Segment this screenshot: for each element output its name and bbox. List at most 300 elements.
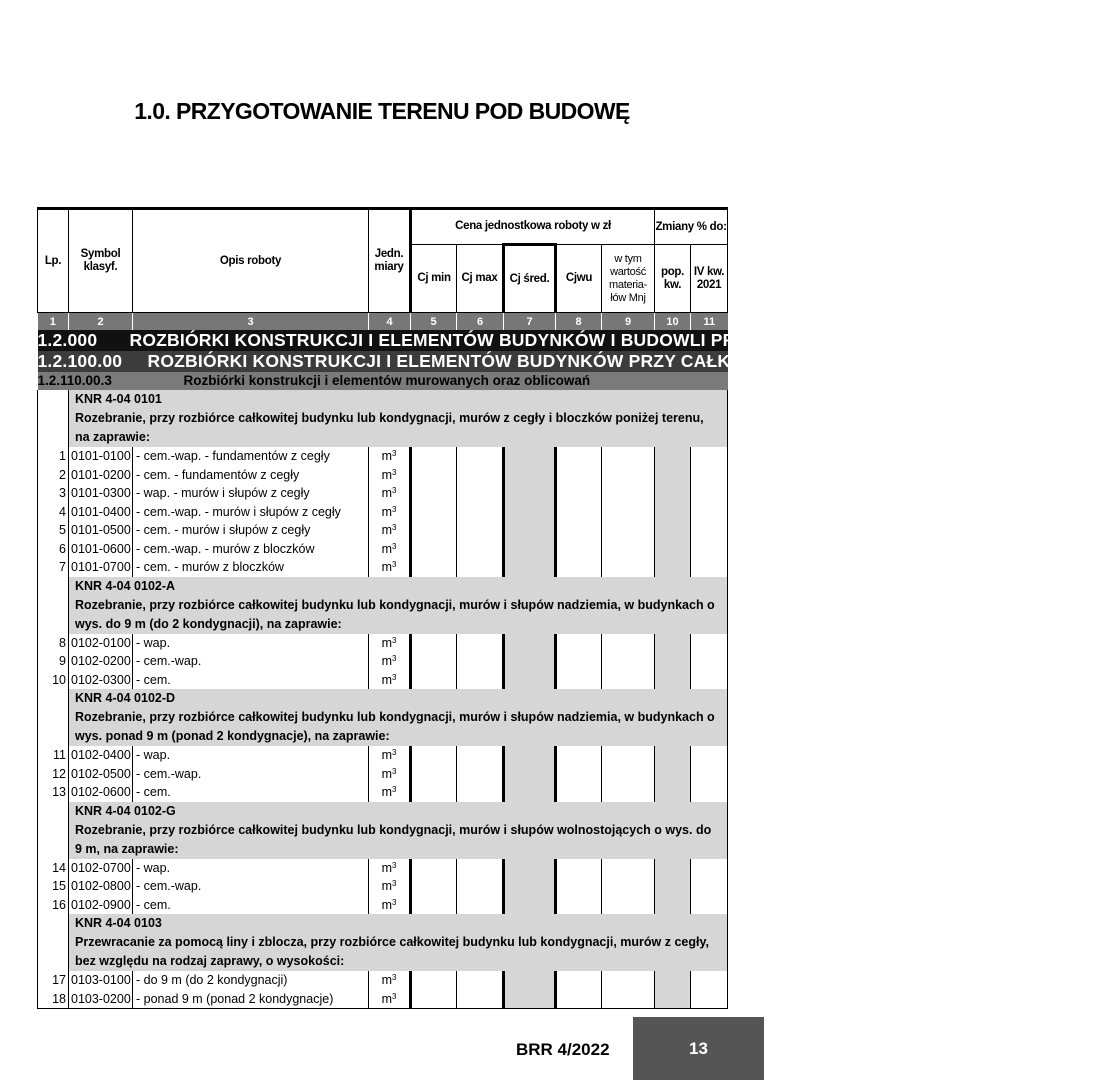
table-row [38, 447, 728, 466]
knr-code: KNR 4-04 0102-D [75, 691, 176, 705]
item-symbol: 0103-0200 [69, 990, 133, 1009]
column-number: 9 [602, 313, 655, 331]
item-unit [369, 521, 411, 540]
column-number: 2 [69, 313, 133, 331]
price-cell [691, 877, 728, 896]
item-lp: 13 [38, 783, 69, 802]
item-symbol: 0102-0400 [69, 746, 133, 765]
price-cell [504, 877, 556, 896]
unit-base: m [381, 973, 392, 988]
item-description: - ponad 9 m (ponad 2 kondygnacje) [133, 990, 369, 1009]
knr-description-cell [69, 914, 728, 971]
header-zmiany: Zmiany % do: [655, 209, 728, 245]
unit-exponent: 3 [391, 991, 397, 1001]
item-description: - cem. [133, 783, 369, 802]
knr-group-row [38, 914, 728, 971]
price-cell [556, 877, 602, 896]
item-unit [369, 671, 411, 690]
table-row [38, 558, 728, 577]
item-description: - cem. [133, 671, 369, 690]
section-title: Rozbiórki konstrukcji i elementów murowanych oraz oblicowań [183, 373, 591, 388]
price-cell [411, 671, 457, 690]
unit-exponent: 3 [391, 766, 397, 776]
knr-group-row [38, 689, 728, 746]
item-symbol: 0101-0200 [69, 466, 133, 485]
header-iv-kw: IV kw. 2021 [691, 245, 728, 313]
price-cell [411, 859, 457, 878]
price-cell [504, 859, 556, 878]
item-symbol: 0102-0900 [69, 896, 133, 915]
column-number: 10 [655, 313, 691, 331]
unit-base: m [381, 523, 392, 538]
table-row [38, 634, 728, 653]
item-description: - cem.-wap. [133, 877, 369, 896]
price-cell [504, 746, 556, 765]
price-cell [457, 652, 504, 671]
price-cell [457, 990, 504, 1009]
item-description: - cem.-wap. - murów i słupów z cegły [133, 503, 369, 522]
item-symbol: 0102-0100 [69, 634, 133, 653]
knr-description-cell [69, 577, 728, 634]
price-cell [556, 634, 602, 653]
column-number: 5 [411, 313, 457, 331]
price-cell [504, 466, 556, 485]
price-cell [602, 558, 655, 577]
item-lp: 9 [38, 652, 69, 671]
item-symbol: 0101-0300 [69, 484, 133, 503]
price-cell [411, 634, 457, 653]
table-row [38, 652, 728, 671]
price-cell [504, 671, 556, 690]
header-cjwu: Cjwu [556, 245, 602, 313]
header-opis: Opis roboty [133, 209, 369, 313]
table-row [38, 859, 728, 878]
price-cell [655, 783, 691, 802]
price-cell [556, 540, 602, 559]
table-row [38, 503, 728, 522]
item-description: - cem. [133, 896, 369, 915]
price-cell [556, 783, 602, 802]
column-number: 4 [369, 313, 411, 331]
section-title: ROZBIÓRKI KONSTRUKCJI I ELEMENTÓW BUDYNKÓW PRZY CAŁKOWITEJ ROZBIÓRCE OBIEKTÓW [147, 351, 1014, 371]
unit-base: m [381, 486, 392, 501]
knr-description: Przewracanie za pomocą liny i zblocza, przy rozbiórce całkowitej budynku lub kondygnacji, murów z cegły, bez względu na rodzaj zaprawy, o wysokości: [75, 935, 709, 968]
price-cell [691, 896, 728, 915]
header-symbol: Symbol klasyf. [69, 209, 133, 313]
item-symbol: 0102-0500 [69, 765, 133, 784]
price-cell [556, 990, 602, 1009]
item-description: - wap. - murów i słupów z cegły [133, 484, 369, 503]
header-pop-kw: pop. kw. [655, 245, 691, 313]
item-unit [369, 746, 411, 765]
unit-exponent: 3 [391, 672, 397, 682]
price-cell [655, 521, 691, 540]
price-cell [411, 746, 457, 765]
unit-base: m [381, 467, 392, 482]
price-cell [556, 466, 602, 485]
price-table-wrapper [37, 207, 1095, 1009]
column-number: 6 [457, 313, 504, 331]
header-w-tym: w tym wartość materia-łów Mnj [602, 245, 655, 313]
item-symbol: 0101-0600 [69, 540, 133, 559]
item-unit [369, 971, 411, 990]
page-title: 1.0. PRZYGOTOWANIE TERENU POD BUDOWĘ [134, 98, 630, 124]
price-cell [457, 466, 504, 485]
price-cell [457, 540, 504, 559]
knr-group-row [38, 802, 728, 859]
price-cell [655, 971, 691, 990]
item-lp: 8 [38, 634, 69, 653]
price-cell [556, 503, 602, 522]
column-number: 8 [556, 313, 602, 331]
unit-exponent: 3 [391, 523, 397, 533]
unit-exponent: 3 [391, 486, 397, 496]
item-symbol: 0102-0800 [69, 877, 133, 896]
unit-base: m [381, 541, 392, 556]
price-cell [602, 896, 655, 915]
column-number: 3 [133, 313, 369, 331]
price-cell [602, 783, 655, 802]
item-symbol: 0102-0200 [69, 652, 133, 671]
price-cell [411, 466, 457, 485]
unit-exponent: 3 [391, 635, 397, 645]
item-lp: 6 [38, 540, 69, 559]
unit-base: m [381, 560, 392, 575]
price-cell [691, 971, 728, 990]
header-cena-group: Cena jednostkowa roboty w zł [411, 209, 655, 245]
table-row [38, 466, 728, 485]
item-unit [369, 484, 411, 503]
unit-base: m [381, 672, 392, 687]
price-cell [691, 447, 728, 466]
unit-exponent: 3 [391, 541, 397, 551]
price-cell [504, 990, 556, 1009]
price-cell [655, 466, 691, 485]
price-cell [457, 877, 504, 896]
price-cell [411, 540, 457, 559]
unit-exponent: 3 [391, 449, 397, 459]
section-1-2-100-00 [37, 351, 1014, 372]
item-lp: 10 [38, 671, 69, 690]
header-jedn: Jedn. miary [369, 209, 411, 313]
unit-base: m [381, 991, 392, 1006]
item-symbol: 0101-0500 [69, 521, 133, 540]
item-description: - do 9 m (do 2 kondygnacji) [133, 971, 369, 990]
knr-description-cell [69, 390, 728, 447]
price-cell [457, 484, 504, 503]
price-cell [457, 447, 504, 466]
item-symbol: 0101-0400 [69, 503, 133, 522]
price-cell [556, 447, 602, 466]
price-cell [504, 652, 556, 671]
price-cell [691, 746, 728, 765]
price-cell [556, 652, 602, 671]
item-symbol: 0102-0700 [69, 859, 133, 878]
price-cell [602, 521, 655, 540]
unit-base: m [381, 766, 392, 781]
price-cell [602, 859, 655, 878]
price-cell [457, 671, 504, 690]
price-cell [691, 652, 728, 671]
item-unit [369, 503, 411, 522]
item-symbol: 0102-0600 [69, 783, 133, 802]
price-cell [556, 765, 602, 784]
price-cell [602, 671, 655, 690]
unit-base: m [381, 785, 392, 800]
item-description: - wap. [133, 634, 369, 653]
knr-lp-cell [38, 802, 69, 859]
header-cj-max: Cj max [457, 245, 504, 313]
price-cell [602, 447, 655, 466]
price-cell [411, 896, 457, 915]
unit-exponent: 3 [391, 973, 397, 983]
item-lp: 17 [38, 971, 69, 990]
item-lp: 11 [38, 746, 69, 765]
item-unit [369, 990, 411, 1009]
knr-group-row [38, 390, 728, 447]
price-cell [691, 765, 728, 784]
section-code: 1.2.100.00 [37, 351, 123, 371]
price-cell [411, 765, 457, 784]
section-code: 1.2.000 [37, 330, 98, 350]
knr-lp-cell [38, 914, 69, 971]
price-cell [602, 765, 655, 784]
item-description: - cem. - murów i słupów z cegły [133, 521, 369, 540]
item-lp: 5 [38, 521, 69, 540]
item-unit [369, 859, 411, 878]
price-cell [602, 990, 655, 1009]
price-cell [556, 484, 602, 503]
price-cell [655, 859, 691, 878]
knr-code: KNR 4-04 0101 [75, 392, 162, 406]
price-cell [411, 652, 457, 671]
price-cell [504, 503, 556, 522]
header-lp: Lp. [38, 209, 69, 313]
unit-exponent: 3 [391, 504, 397, 514]
section-title: ROZBIÓRKI KONSTRUKCJI I ELEMENTÓW BUDYNKÓW I BUDOWLI PRZY CAŁKOWITEJ ROZBIÓRCE OBIEKTÓW [129, 330, 1095, 350]
price-cell [504, 971, 556, 990]
price-cell [556, 859, 602, 878]
item-lp: 3 [38, 484, 69, 503]
price-cell [556, 521, 602, 540]
item-unit [369, 466, 411, 485]
knr-description: Rozebranie, przy rozbiórce całkowitej budynku lub kondygnacji, murów i słupów nadziemia, w budynkach o wys. ponad 9 m (ponad 2 kondygnacje), na zaprawie: [75, 710, 715, 743]
publication-label: BRR 4/2022 [516, 1040, 610, 1059]
price-cell [691, 859, 728, 878]
item-unit [369, 783, 411, 802]
header-cj-sred: Cj śred. [504, 245, 556, 313]
price-cell [504, 558, 556, 577]
table-row [38, 971, 728, 990]
price-cell [655, 877, 691, 896]
price-cell [602, 877, 655, 896]
price-cell [691, 783, 728, 802]
table-row [38, 990, 728, 1009]
knr-code: KNR 4-04 0102-A [75, 578, 176, 593]
section-1-2-110-00-3 [38, 372, 728, 390]
price-cell [691, 671, 728, 690]
price-cell [691, 503, 728, 522]
price-cell [602, 634, 655, 653]
knr-code: KNR 4-04 0103 [75, 916, 162, 930]
unit-exponent: 3 [391, 897, 397, 907]
price-cell [602, 503, 655, 522]
price-cell [457, 971, 504, 990]
price-cell [504, 896, 556, 915]
unit-base: m [381, 635, 392, 650]
price-cell [655, 503, 691, 522]
column-number: 7 [504, 313, 556, 331]
price-cell [556, 896, 602, 915]
table-row [38, 783, 728, 802]
knr-lp-cell [38, 390, 69, 447]
header-cj-min: Cj min [411, 245, 457, 313]
unit-base: m [381, 860, 392, 875]
unit-base: m [381, 879, 392, 894]
price-cell [457, 896, 504, 915]
item-symbol: 0101-0100 [69, 447, 133, 466]
unit-exponent: 3 [391, 654, 397, 664]
price-cell [655, 540, 691, 559]
price-table [37, 207, 1095, 1009]
item-unit [369, 896, 411, 915]
unit-exponent: 3 [391, 748, 397, 758]
item-description: - cem.-wap. [133, 652, 369, 671]
price-cell [655, 765, 691, 784]
column-number: 1 [38, 313, 69, 331]
item-unit [369, 765, 411, 784]
item-unit [369, 558, 411, 577]
price-cell [655, 447, 691, 466]
unit-base: m [381, 748, 392, 763]
price-cell [691, 990, 728, 1009]
price-cell [655, 652, 691, 671]
price-cell [655, 746, 691, 765]
price-cell [411, 447, 457, 466]
item-symbol: 0102-0300 [69, 671, 133, 690]
price-cell [556, 558, 602, 577]
knr-code: KNR 4-04 0102-G [75, 803, 176, 818]
column-number: 11 [691, 313, 728, 331]
price-cell [602, 971, 655, 990]
price-cell [655, 484, 691, 503]
price-cell [457, 746, 504, 765]
price-cell [556, 746, 602, 765]
item-description: - cem.-wap. [133, 765, 369, 784]
item-description: - cem. - fundamentów z cegły [133, 466, 369, 485]
table-row [38, 877, 728, 896]
section-1-2-000 [37, 330, 1095, 351]
table-row [38, 540, 728, 559]
unit-exponent: 3 [391, 785, 397, 795]
item-lp: 16 [38, 896, 69, 915]
knr-description: Rozebranie, przy rozbiórce całkowitej budynku lub kondygnacji, murów i słupów wolnostojących o wys. do 9 m, na zaprawie: [75, 822, 712, 856]
item-description: - wap. [133, 746, 369, 765]
unit-base: m [381, 449, 392, 464]
price-cell [411, 521, 457, 540]
knr-lp-cell [38, 577, 69, 634]
table-row [38, 746, 728, 765]
price-cell [457, 521, 504, 540]
price-cell [457, 503, 504, 522]
price-cell [504, 765, 556, 784]
item-lp: 12 [38, 765, 69, 784]
price-cell [691, 521, 728, 540]
price-cell [691, 634, 728, 653]
price-cell [691, 558, 728, 577]
item-lp: 7 [38, 558, 69, 577]
unit-exponent: 3 [391, 879, 397, 889]
price-cell [504, 447, 556, 466]
table-row [38, 521, 728, 540]
price-cell [504, 783, 556, 802]
knr-description: Rozebranie, przy rozbiórce całkowitej budynku lub kondygnacji, murów i słupów nadziemia, w budynkach o wys. do 9 m (do 2 kondygnacji), na zaprawie: [75, 597, 715, 631]
price-cell [655, 990, 691, 1009]
item-unit [369, 877, 411, 896]
knr-group-row [38, 577, 728, 634]
item-lp: 14 [38, 859, 69, 878]
price-cell [457, 634, 504, 653]
price-cell [411, 877, 457, 896]
price-cell [602, 484, 655, 503]
item-description: - wap. [133, 859, 369, 878]
unit-base: m [381, 504, 392, 519]
price-cell [556, 671, 602, 690]
knr-lp-cell [38, 689, 69, 746]
item-description: - cem. - murów z bloczków [133, 558, 369, 577]
table-row [38, 671, 728, 690]
table-row [38, 765, 728, 784]
price-cell [691, 466, 728, 485]
section-code: 1.2.110.00.3 [37, 373, 112, 388]
price-cell [602, 746, 655, 765]
item-lp: 1 [38, 447, 69, 466]
page-number: 13 [689, 1038, 708, 1058]
price-cell [556, 971, 602, 990]
unit-exponent: 3 [391, 860, 397, 870]
item-lp: 4 [38, 503, 69, 522]
price-cell [411, 484, 457, 503]
price-cell [457, 765, 504, 784]
item-unit [369, 447, 411, 466]
knr-description: Rozebranie, przy rozbiórce całkowitej budynku lub kondygnacji, murów z cegły i bloczków poniżej terenu, na zaprawie: [75, 411, 704, 444]
price-cell [457, 859, 504, 878]
item-lp: 15 [38, 877, 69, 896]
price-cell [602, 540, 655, 559]
item-symbol: 0101-0700 [69, 558, 133, 577]
price-cell [504, 484, 556, 503]
unit-base: m [381, 897, 392, 912]
item-unit [369, 540, 411, 559]
table-row [38, 896, 728, 915]
price-cell [504, 634, 556, 653]
item-lp: 18 [38, 990, 69, 1009]
item-unit [369, 652, 411, 671]
price-cell [411, 503, 457, 522]
item-symbol: 0103-0100 [69, 971, 133, 990]
price-cell [691, 484, 728, 503]
price-cell [411, 971, 457, 990]
item-unit [369, 634, 411, 653]
price-cell [411, 990, 457, 1009]
item-description: - cem.-wap. - fundamentów z cegły [133, 447, 369, 466]
page-number-box [633, 1017, 764, 1080]
price-cell [504, 540, 556, 559]
price-cell [602, 652, 655, 671]
price-cell [655, 896, 691, 915]
price-cell [655, 634, 691, 653]
price-cell [655, 671, 691, 690]
